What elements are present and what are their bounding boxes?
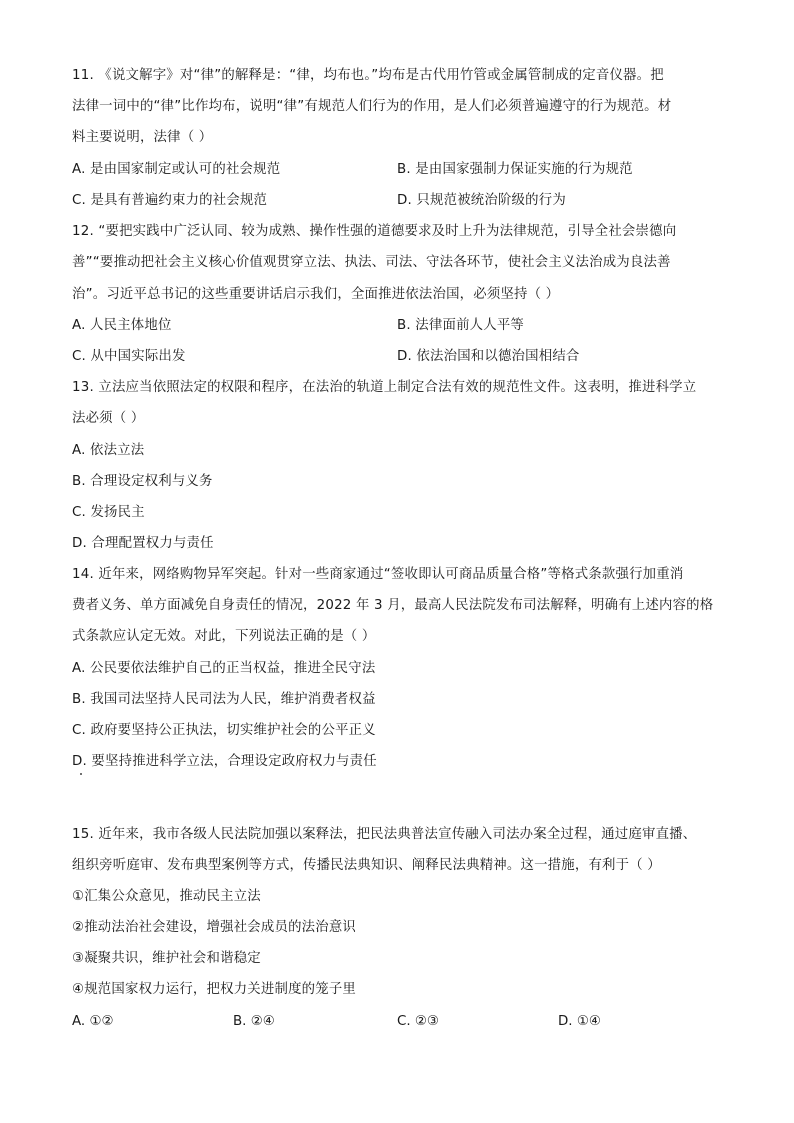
q15-item-2: ②推动法治社会建设，增强社会成员的法治意识 <box>72 920 357 935</box>
q14-option-b: B. 我国司法坚持人民司法为人民，维护消费者权益 <box>72 692 376 707</box>
q12-option-d: D. 依法治国和以德治国相结合 <box>397 349 580 364</box>
q12-option-a: A. 人民主体地位 <box>72 318 172 333</box>
q15-item-1: ①汇集公众意见，推动民主立法 <box>72 889 261 904</box>
q12-stem-line-2: 善”“要推动把社会主义核心价值观贯穿立法、执法、司法、守法各环节，使社会主义法治成为良法善 <box>72 255 671 270</box>
q14-option-a: A. 公民要依法维护自己的正当权益，推进全民守法 <box>72 661 376 676</box>
q12-option-b: B. 法律面前人人平等 <box>397 318 525 333</box>
q15-item-4: ④规范国家权力运行，把权力关进制度的笼子里 <box>72 982 357 997</box>
q15-option-c: C. ②③ <box>397 1014 439 1029</box>
q11-stem-line-3: 料主要说明，法律（ ） <box>72 130 213 145</box>
q14-stem-line-1: 14. 近年来，网络购物异军突起。针对一些商家通过“签收即认可商品质量合格”等格式条款强行加重消 <box>72 567 684 582</box>
q11-option-b: B. 是由国家强制力保证实施的行为规范 <box>397 162 633 177</box>
q11-stem-line-1: 11. 《说文解字》对“律”的解释是：“律，均布也。”均布是古代用竹管或金属管制成的定音仪器。把 <box>72 68 664 83</box>
q15-stem-line-2: 组织旁听庭审、发布典型案例等方式，传播民法典知识、阐释民法典精神。这一措施，有利于（ ） <box>72 858 661 873</box>
q12-option-c: C. 从中国实际出发 <box>72 349 186 364</box>
q11-option-d: D. 只规范被统治阶级的行为 <box>397 193 566 208</box>
q14-stem-line-3: 式条款应认定无效。对此，下列说法正确的是（ ） <box>72 629 376 644</box>
q11-stem-line-2: 法律一词中的“律”比作均布，说明“律”有规范人们行为的作用，是人们必须普遍遵守的行为规范。材 <box>72 99 672 114</box>
q12-stem-line-1: 12. “要把实践中广泛认同、较为成熟、操作性强的道德要求及时上升为法律规范，引导全社会崇德向 <box>72 224 677 239</box>
stray-dot-mark <box>80 773 82 775</box>
q15-item-3: ③凝聚共识，维护社会和谐稳定 <box>72 951 261 966</box>
q13-option-b: B. 合理设定权利与义务 <box>72 474 213 489</box>
q13-stem-line-2: 法必须（ ） <box>72 411 145 426</box>
q14-option-c: C. 政府要坚持公正执法，切实维护社会的公平正义 <box>72 723 376 738</box>
q12-stem-line-3: 治”。习近平总书记的这些重要讲话启示我们，全面推进依法治国，必须坚持（ ） <box>72 287 560 302</box>
q11-option-a: A. 是由国家制定或认可的社会规范 <box>72 162 281 177</box>
q13-option-a: A. 依法立法 <box>72 443 145 458</box>
q15-option-d: D. ①④ <box>558 1014 601 1029</box>
q11-option-c: C. 是具有普遍约束力的社会规范 <box>72 193 268 208</box>
q13-stem-line-1: 13. 立法应当依照法定的权限和程序，在法治的轨道上制定合法有效的规范性文件。这表明，推进科学立 <box>72 380 697 395</box>
q15-stem-line-1: 15. 近年来，我市各级人民法院加强以案释法，把民法典普法宣传融入司法办案全过程，通过庭审直播、 <box>72 827 697 842</box>
q15-option-a: A. ①② <box>72 1014 114 1029</box>
q14-stem-line-2: 费者义务、单方面减免自身责任的情况，2022 年 3 月，最高人民法院发布司法解释，明确有上述内容的格 <box>72 598 714 613</box>
q13-option-c: C. 发扬民主 <box>72 505 145 520</box>
q13-option-d: D. 合理配置权力与责任 <box>72 536 214 551</box>
q14-option-d: D. 要坚持推进科学立法，合理设定政府权力与责任 <box>72 754 377 769</box>
q15-option-b: B. ②④ <box>233 1014 275 1029</box>
